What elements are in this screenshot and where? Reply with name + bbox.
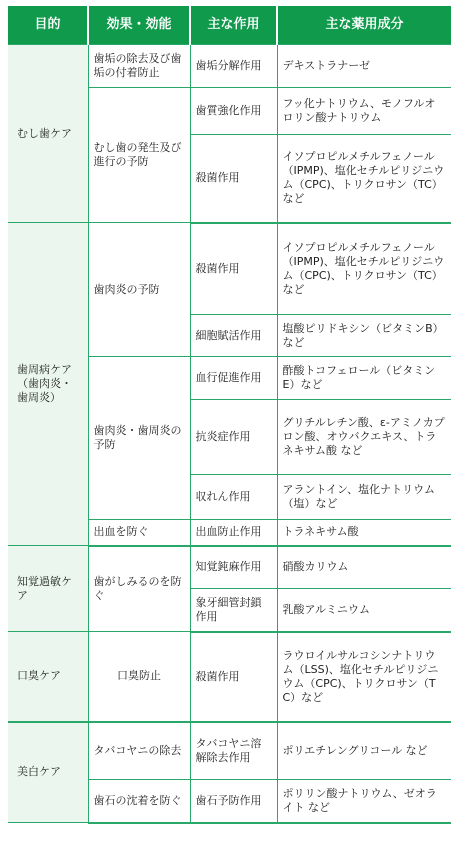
ingredient-cell: フッ化ナトリウム、モノフルオロリン酸ナトリウム: [277, 88, 451, 135]
ingredient-cell: 硝酸カリウム: [277, 546, 451, 589]
action-cell: 収れん作用: [190, 475, 277, 520]
effect-cell: 歯垢の除去及び歯垢の付着防止: [88, 45, 190, 88]
ingredient-cell: ポリリン酸ナトリウム、ゼオライト など: [277, 780, 451, 823]
header-effect: 効果・効能: [88, 6, 190, 45]
effect-cell: 歯石の沈着を防ぐ: [88, 780, 190, 823]
effect-cell: 口臭防止: [88, 632, 190, 722]
ingredient-cell: トラネキサム酸: [277, 520, 451, 546]
table-row: [8, 45, 451, 88]
action-cell: 出血防止作用: [190, 520, 277, 546]
ingredient-cell: 酢酸トコフェロール（ビタミンE）など: [277, 357, 451, 400]
ingredient-cell: デキストラナーゼ: [277, 45, 451, 88]
ingredient-cell: イソプロピルメチルフェノール（IPMP)、塩化セチルピリジニウム（CPC)、トリクロサン（TC）など: [277, 223, 451, 315]
effect-cell: 歯肉炎・歯周炎の予防: [88, 357, 190, 520]
action-cell: 殺菌作用: [190, 632, 277, 722]
ingredient-cell: ラウロイルサルコシンナトリウム（LSS)、塩化セチルピリジニウム（CPC)、トリクロサン（TC）など: [277, 632, 451, 722]
effect-cell: 歯肉炎の予防: [88, 223, 190, 357]
action-cell: 抗炎症作用: [190, 400, 277, 475]
table-row: [8, 223, 451, 315]
category-cell: 歯周病ケア（歯肉炎・歯周炎）: [8, 223, 88, 546]
ingredients-table: [8, 6, 451, 824]
table-row: [8, 546, 451, 589]
category-cell: 口臭ケア: [8, 632, 88, 722]
category-cell: 美白ケア: [8, 722, 88, 823]
action-cell: 殺菌作用: [190, 223, 277, 315]
action-cell: 歯質強化作用: [190, 88, 277, 135]
ingredient-cell: ポリエチレングリコール など: [277, 722, 451, 780]
action-cell: 殺菌作用: [190, 135, 277, 223]
action-cell: 血行促進作用: [190, 357, 277, 400]
table-row: [8, 632, 451, 722]
effect-cell: むし歯の発生及び進行の予防: [88, 88, 190, 223]
ingredient-cell: グリチルレチン酸、ε-アミノカプロン酸、オウバクエキス、トラネキサム酸 など: [277, 400, 451, 475]
action-cell: 象牙細管封鎖作用: [190, 589, 277, 632]
category-cell: むし歯ケア: [8, 45, 88, 223]
effect-cell: 出血を防ぐ: [88, 520, 190, 546]
header-purpose: 目的: [8, 6, 88, 45]
action-cell: タバコヤニ溶解除去作用: [190, 722, 277, 780]
table-row: [8, 722, 451, 780]
header-action: 主な作用: [190, 6, 277, 45]
category-cell: 知覚過敏ケア: [8, 546, 88, 632]
action-cell: 細胞賦活作用: [190, 315, 277, 357]
ingredient-cell: アラントイン、塩化ナトリウム（塩）など: [277, 475, 451, 520]
action-cell: 歯石予防作用: [190, 780, 277, 823]
header-row: [8, 6, 451, 45]
ingredient-cell: 塩酸ピリドキシン（ビタミンB）など: [277, 315, 451, 357]
header-ingredient: 主な薬用成分: [277, 6, 451, 45]
ingredient-cell: 乳酸アルミニウム: [277, 589, 451, 632]
action-cell: 知覚鈍麻作用: [190, 546, 277, 589]
effect-cell: 歯がしみるのを防ぐ: [88, 546, 190, 632]
action-cell: 歯垢分解作用: [190, 45, 277, 88]
effect-cell: タバコヤニの除去: [88, 722, 190, 780]
ingredient-cell: イソプロピルメチルフェノール（IPMP)、塩化セチルピリジニウム（CPC)、トリクロサン（TC）など: [277, 135, 451, 223]
